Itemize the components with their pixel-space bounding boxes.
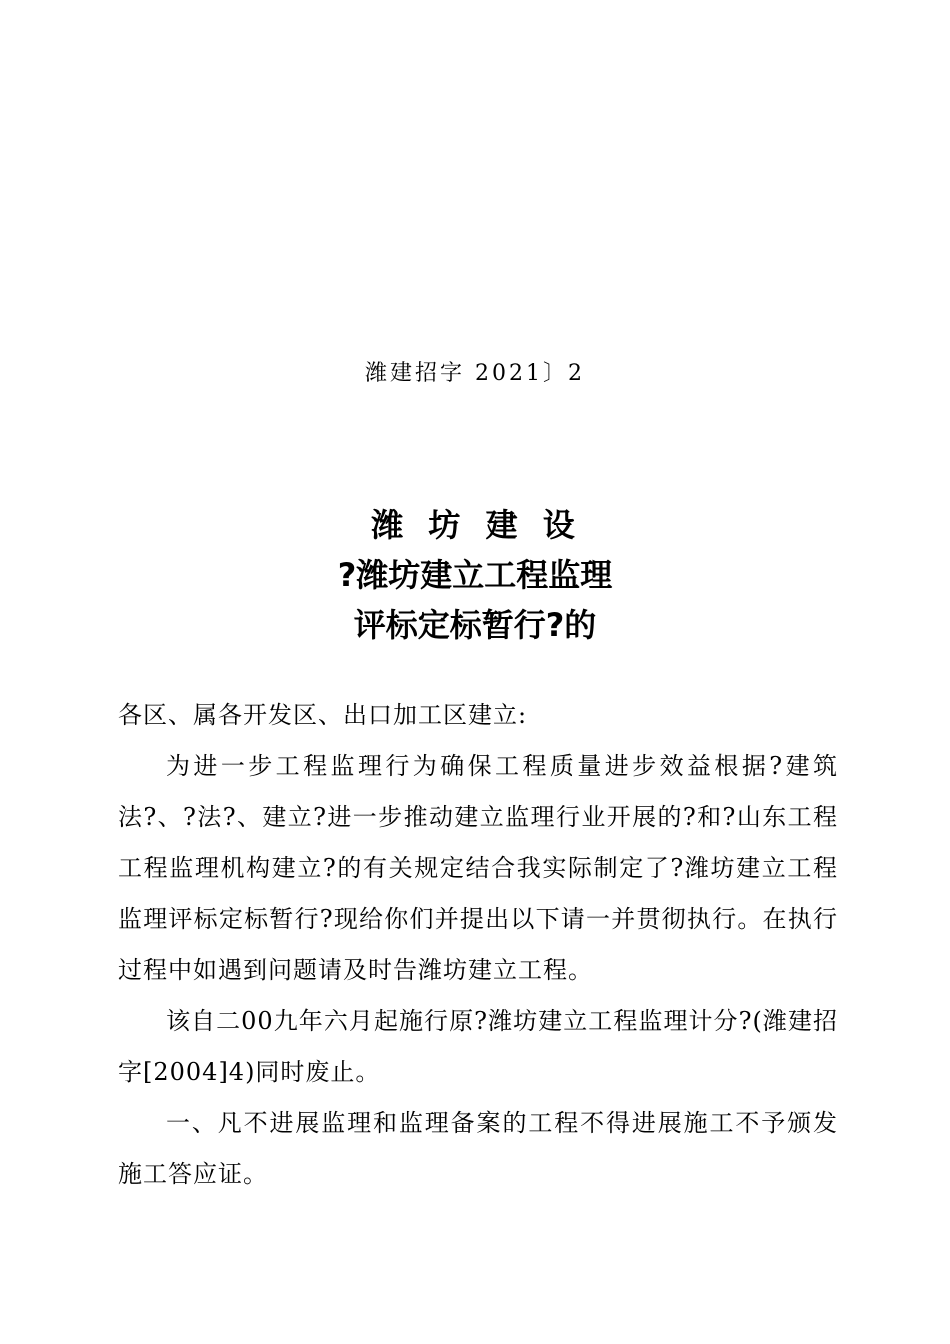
title-line-2: ?潍坊建立工程监理 [337,556,613,594]
title-line-1: 潍 坊 建 设 [371,506,579,544]
title-line-3: 评标定标暂行?的 [353,606,597,644]
paragraph-effective-date: 该自二00九年六月起施行原?潍坊建立工程监理计分?(潍建招字[2004]4)同时废止。 [118,1007,838,1086]
salutation: 各区、属各开发区、出口加工区建立: [118,701,528,729]
paragraph-intro: 为进一步工程监理行为确保工程质量进步效益根据?建筑法?、?法?、建立?进一步推动建立监理行业开展的?和?山东工程工程监理机构建立?的有关规定结合我实际制定了?潍坊建立工程监理评标定标暂行?现给你们并提出以下请一并贯彻执行。在执行过程中如遇到问题请及时告潍坊建立工程。 [118,752,838,984]
paragraph-item-1: 一、凡不进展监理和监理备案的工程不得进展施工不予颁发施工答应证。 [118,1109,838,1188]
document-title [0,500,950,650]
document-body [118,690,838,1200]
document-number: 潍建招字 2021〕2 [365,361,585,386]
